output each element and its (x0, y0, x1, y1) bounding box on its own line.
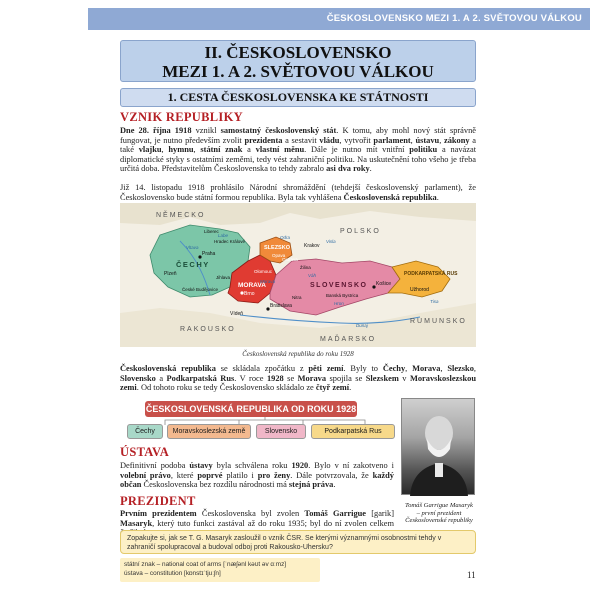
text-run: Prvním prezidentem (120, 509, 197, 518)
text-run: v (398, 373, 410, 383)
map-river-hron: Hron (334, 301, 344, 306)
text-run: byla schválena roku (212, 461, 292, 470)
text-run: samostatný československý stát (220, 126, 337, 135)
map-city-dot-bratislava (266, 307, 269, 310)
text-run: platilo i (222, 470, 258, 480)
text-run: . (349, 383, 352, 393)
map-czechoslovakia (120, 203, 476, 347)
map-caption: Československá republika do roku 1928 (242, 350, 354, 358)
text-run: Moravskoslezskou zemi (120, 373, 477, 393)
text-run: ústavy (189, 461, 213, 470)
map-city-liberec: Liberec (204, 229, 219, 234)
text-run: Československá republika (120, 364, 216, 373)
text-run: Morava (412, 364, 441, 373)
text-run: Dne 28. října 1918 (120, 126, 192, 135)
text-run: vlajku (138, 145, 162, 155)
map-city-dot-kosice (372, 285, 375, 288)
running-header: ČESKOSLOVENSKO MEZI 1. A 2. SVĚTOVOU VÁLKOU (88, 8, 590, 30)
text-run: stejná práva (288, 480, 334, 490)
text-run: asi dva roky (326, 164, 370, 174)
text-run: 1920 (291, 461, 309, 470)
map-city-bbystrica: Banská Bystrica (326, 293, 359, 298)
text-run: . Byly to (343, 364, 383, 373)
text-run: Morava (297, 373, 327, 383)
text-run: parlament (373, 135, 411, 145)
text-run: politiku (409, 145, 438, 155)
map-label-podkarpatska: PODKARPATSKÁ RUS (404, 271, 458, 277)
text-run: vládu (319, 135, 340, 145)
text-run: ústavu (415, 135, 440, 145)
map-label-madarsko: MAĎARSKO (320, 336, 377, 343)
text-run: volební právo (120, 470, 171, 480)
text-run: prezidenta (244, 135, 283, 145)
map-city-bratislava: Bratislava (270, 303, 292, 309)
map-label-slovensko: SLOVENSKO (310, 282, 368, 289)
map-river-labe: Labe (218, 233, 229, 238)
text-run: Slovensko (120, 373, 156, 383)
vocabulary-line2: ústava – constitution [kɒnstɪˈtjuːʃn] (124, 570, 221, 577)
map-city-vidn: Vídeň (230, 311, 244, 317)
map-city-ostrava: Ostrava (282, 257, 298, 262)
map-city-jihlava: Jihlava (216, 275, 231, 280)
text-run: . V roce (234, 373, 267, 383)
paragraph-composition (120, 364, 476, 393)
text-run: [garik] (366, 509, 394, 518)
text-run: Slezsko (447, 364, 474, 373)
text-run: a také (120, 135, 477, 155)
text-run: , vytvořit (339, 135, 374, 145)
map-city-olomouc: Olomouc (254, 269, 273, 274)
map-city-praha: Praha (202, 251, 216, 257)
text-run: Československa byl zvolen (196, 509, 305, 518)
text-run: , (440, 364, 448, 373)
map-river-tisa: Tisa (430, 299, 439, 304)
map-city-uzhorod: Užhorod (410, 287, 429, 293)
portrait-caption-line1: Tomáš Garrigue Masaryk (405, 502, 473, 509)
text-run: pěti zemí (308, 364, 344, 373)
republic-part-podkarpatska: Podkarpatská Rus (311, 424, 395, 439)
portrait-caption (401, 502, 477, 525)
portrait-caption-line2: – první prezident (416, 509, 462, 517)
text-run: hymnu (168, 145, 194, 155)
text-run: zákony (443, 135, 470, 145)
text-run: se skládala zpočátku z (215, 364, 309, 373)
text-run: . Bylo v ní zakotveno i (308, 461, 395, 470)
text-run: Definitivní podoba (120, 461, 190, 470)
republic-part-slovensko: Slovensko (256, 424, 306, 439)
text-run: Slezskem (365, 373, 399, 383)
text-run: , (473, 364, 476, 373)
map-city-krakov: Krakov (304, 243, 320, 249)
text-run: Masaryk (120, 518, 153, 528)
chapter-title (120, 40, 476, 82)
text-run: . Dále je nutno mít vnitřní (304, 145, 410, 155)
text-run: , (439, 135, 444, 145)
text-run: . Od tohoto roku se tedy Československo skládalo ze (136, 383, 316, 393)
text-run: . (436, 192, 439, 202)
text-run: . Dále potvrzovala, že (290, 470, 373, 480)
map-city-cbudejovice: České Budějovice (182, 287, 219, 292)
map-label-slezsko: SLEZSKO (264, 245, 290, 251)
paragraph-vznik (120, 126, 476, 174)
map-city-opava: Opava (272, 253, 286, 258)
text-run: Podkarpatská Rus (166, 373, 235, 383)
text-run: a navázat diplomatické styky s ostatními zeměmi, tedy vést zahraniční politiku. Na uskutečnění toho všeho je třeba určitá doba. Představitelům Československa to tehdy zabralo (120, 145, 477, 174)
text-run: spojila se (326, 373, 366, 383)
text-run: a (242, 145, 256, 155)
heading-prezident: PREZIDENT (120, 494, 196, 508)
text-run: . (369, 164, 372, 174)
map-city-zilina: Žilina (300, 265, 311, 270)
map-river-dunaj: Dunaj (356, 323, 368, 328)
map-city-brno: Brno (244, 291, 255, 297)
map-label-morava: MORAVA (238, 282, 266, 289)
text-run: a sestavit (282, 135, 320, 145)
map-city-plzen: Plzeň (164, 271, 177, 277)
text-run: , které (170, 470, 198, 480)
map-city-kosice: Košice (376, 281, 392, 287)
map-river-vltava: Vltava (186, 245, 199, 250)
text-run: . (333, 480, 336, 490)
masaryk-portrait (401, 398, 475, 495)
text-run: vlastní měnu (255, 145, 305, 155)
text-run: . K tomu, aby mohl nový stát správně fungovat, je nutno především zvolit (120, 126, 476, 145)
portrait-caption-line3: Československé republiky (405, 517, 473, 525)
paragraph-vyhlaseni (120, 183, 476, 202)
republic-part-moravskoslezska: Moravskoslezská země (167, 424, 251, 439)
heading-ustava: ÚSTAVA (120, 445, 170, 459)
republic-part-cechy: Čechy (127, 424, 163, 439)
vocabulary-line1: státní znak – national coat of arms [ˈnæʃənl kəʊt əv ɑːmz] (124, 561, 287, 568)
text-run: se (283, 373, 298, 383)
map-city-nitra: Nitra (292, 295, 302, 300)
map-city-dot-praha (198, 255, 201, 258)
map-label-cechy: ČECHY (176, 260, 210, 269)
text-run: 1928 (266, 373, 284, 383)
text-run: a (155, 373, 167, 383)
map-label-rakousko: RAKOUSKO (180, 326, 236, 333)
map-city-dot-brno (240, 291, 243, 294)
text-run: , který tuto funkci zastával až do roku 1935; byl do ní zvolen celkem (152, 518, 394, 528)
map-label-nemecko: NĚMECKO (156, 212, 206, 219)
vocabulary-box (120, 558, 320, 582)
map-label-polsko: POLSKO (340, 228, 381, 235)
republic-diagram-title: ČESKOSLOVENSKÁ REPUBLIKA OD ROKU 1928 (145, 401, 357, 417)
review-question-box: Zopakujte si, jak se T. G. Masaryk zasloužil o vznik ČSR. Se kterými významnými osobnostmi tehdy v zahraničí spolupracoval a budoval odboj proti Rakousko-Uhersku? (120, 530, 476, 554)
map-label-rumunsko: RUMUNSKO (410, 318, 467, 325)
text-run: , (161, 145, 169, 155)
text-run: , (405, 364, 413, 373)
portrait-svg (402, 399, 476, 496)
text-run: , (410, 135, 416, 145)
text-run: čtyř zemí (315, 383, 350, 393)
map-river-odra: Odra (280, 235, 291, 240)
text-run: poprvé (197, 470, 223, 480)
map-city-hradec: Hradec Králové (214, 239, 246, 244)
text-run: státní znak (200, 145, 243, 155)
section-title: 1. CESTA ČESKOSLOVENSKA KE STÁTNOSTI (120, 88, 476, 107)
text-run: , (193, 145, 201, 155)
text-run: Československa bez rozdílu národnosti má (141, 480, 289, 490)
heading-vznik-republiky: VZNIK REPUBLIKY (120, 110, 243, 124)
text-run: Tomáš Garrigue (304, 509, 367, 518)
map-river-visla: Visla (326, 239, 336, 244)
chapter-title-line1: II. ČESKOSLOVENSKO (204, 43, 392, 62)
text-run: Již 14. listopadu 1918 prohlásilo Národní shromáždění (tehdejší československý parlament), že Československo bude státní formou republika. Byla tak vyhlášena (120, 183, 476, 202)
text-run: pro ženy (257, 470, 291, 480)
text-run: každý občan (120, 470, 394, 490)
page-number: 11 (467, 570, 476, 580)
paragraph-ustava (120, 461, 394, 490)
map-svg (120, 203, 476, 347)
map-river-morava: Morava (260, 279, 276, 284)
chapter-title-line2: MEZI 1. A 2. SVĚTOVOU VÁLKOU (162, 62, 434, 81)
text-run: Československá republika (343, 192, 437, 202)
text-run: Čechy (382, 364, 406, 373)
text-run: vznikl (191, 126, 221, 135)
map-river-vah: Váh (308, 273, 317, 278)
portrait-collar (435, 463, 443, 477)
